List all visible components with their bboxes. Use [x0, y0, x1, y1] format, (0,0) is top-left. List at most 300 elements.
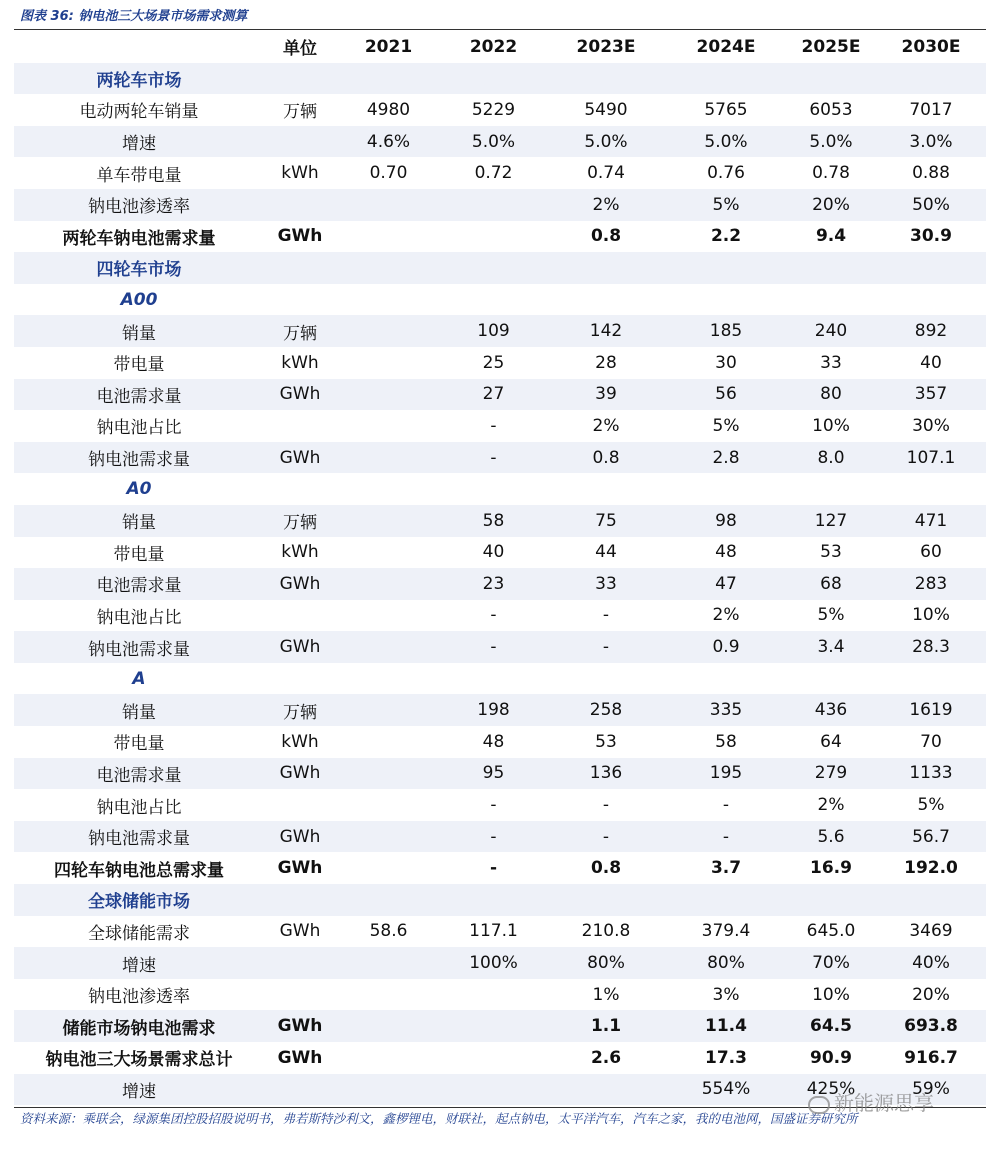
- row-value: 33: [820, 352, 842, 373]
- row-value: 2.2: [710, 226, 742, 247]
- row-value: 0.8: [546, 442, 666, 474]
- row-unit: [264, 979, 336, 1011]
- row-unit: [264, 600, 336, 632]
- row-label: 钠电池占比: [96, 797, 182, 818]
- row-value: [336, 726, 441, 758]
- row-value: 50%: [876, 189, 986, 221]
- table-row: [14, 947, 986, 979]
- row-value: 2%: [712, 605, 740, 626]
- row-value: 80: [786, 379, 876, 411]
- table-row: [14, 631, 986, 663]
- row-value: 0.72: [474, 163, 513, 184]
- row-label: 电动两轮车销量: [79, 102, 199, 123]
- row-unit: GWh: [264, 631, 336, 663]
- row-unit: [264, 789, 336, 821]
- row-label: 钠电池三大场景需求总计: [45, 1050, 233, 1071]
- row-value: [876, 473, 986, 505]
- row-value: 9.4: [815, 226, 847, 247]
- row-label: A: [132, 668, 146, 689]
- row-value: 6053: [809, 99, 853, 120]
- table-row: [14, 94, 986, 126]
- row-value: 40: [482, 542, 505, 563]
- row-value: 5%: [817, 605, 845, 626]
- row-label: 钠电池渗透率: [88, 987, 190, 1008]
- row-value: [336, 221, 441, 253]
- table-row: [14, 315, 986, 347]
- row-value: [441, 979, 546, 1011]
- table-row: [14, 410, 986, 442]
- row-value: 60: [920, 542, 942, 563]
- row-value: 1619: [876, 694, 986, 726]
- row-value: 3.4: [786, 631, 876, 663]
- row-value: [786, 252, 876, 284]
- row-value: [666, 663, 786, 695]
- row-value: [546, 63, 666, 95]
- row-value: 4.6%: [336, 126, 441, 158]
- row-value: [336, 568, 441, 600]
- header-year-3: 2024E: [696, 36, 756, 57]
- row-label: 增速: [14, 1074, 264, 1106]
- row-label: 钠电池占比: [96, 607, 182, 628]
- row-value: [336, 600, 441, 632]
- header-year-2: 2023E: [576, 36, 636, 57]
- watermark-text: 新能源思享: [834, 1091, 934, 1115]
- row-value: 2%: [592, 415, 620, 436]
- row-value: -: [722, 795, 730, 816]
- row-value: 7017: [909, 99, 953, 120]
- row-value: 3.7: [710, 858, 742, 879]
- row-value: -: [546, 631, 666, 663]
- section-row: [14, 252, 986, 284]
- row-unit: GWh: [264, 758, 336, 790]
- subsection-row: [14, 663, 986, 695]
- row-label: 全球储能市场: [14, 884, 264, 916]
- row-value: [336, 821, 441, 853]
- row-label: 带电量: [113, 355, 165, 376]
- row-unit: GWh: [264, 821, 336, 853]
- row-value: 64.5: [786, 1010, 876, 1042]
- row-value: 916.7: [904, 1047, 958, 1068]
- row-value: 0.70: [369, 163, 408, 184]
- row-label: 销量: [14, 694, 264, 726]
- row-value: [441, 189, 546, 221]
- header-year-4: 2025E: [801, 36, 861, 57]
- table-row: [14, 126, 986, 158]
- row-value: [441, 63, 546, 95]
- section-row: [14, 884, 986, 916]
- row-value: 40%: [876, 947, 986, 979]
- row-value: 17.3: [705, 1047, 747, 1068]
- row-value: [336, 252, 441, 284]
- table-row: [14, 852, 986, 884]
- row-value: [336, 505, 441, 537]
- row-value: 0.8: [590, 226, 622, 247]
- table-row: [14, 379, 986, 411]
- row-value: [441, 1010, 546, 1042]
- row-value: [441, 1042, 546, 1074]
- row-value: [876, 663, 986, 695]
- row-value: 80%: [546, 947, 666, 979]
- header-year-5: 2030E: [901, 36, 961, 57]
- row-value: [666, 252, 786, 284]
- row-value: 11.4: [666, 1010, 786, 1042]
- table-row: [14, 726, 986, 758]
- row-label: 储能市场钠电池需求: [14, 1010, 264, 1042]
- row-unit: [264, 189, 336, 221]
- row-value: [336, 473, 441, 505]
- row-value: 0.74: [587, 163, 625, 184]
- row-label: 带电量: [113, 734, 165, 755]
- row-value: 379.4: [701, 921, 751, 942]
- table-row: [14, 916, 986, 948]
- top-rule: [14, 29, 986, 30]
- row-unit: GWh: [277, 1047, 323, 1068]
- row-value: [546, 1074, 666, 1106]
- row-value: 30: [715, 352, 737, 373]
- row-value: 5.0%: [441, 126, 546, 158]
- table-row: [14, 1042, 986, 1074]
- row-value: [336, 347, 441, 379]
- row-value: 59%: [876, 1074, 986, 1106]
- row-unit: GWh: [264, 1010, 336, 1042]
- row-value: 554%: [666, 1074, 786, 1106]
- row-value: 16.9: [810, 858, 852, 879]
- row-value: 279: [786, 758, 876, 790]
- row-value: [546, 663, 666, 695]
- row-value: [336, 631, 441, 663]
- row-value: [441, 221, 546, 253]
- header-row: [14, 31, 986, 63]
- row-value: [336, 884, 441, 916]
- row-value: 117.1: [469, 921, 518, 942]
- demand-table: [14, 31, 986, 1105]
- table-row: [14, 758, 986, 790]
- subsection-row: [14, 284, 986, 316]
- table-row: [14, 600, 986, 632]
- table-row: [14, 694, 986, 726]
- header-unit: 单位: [283, 39, 317, 60]
- row-value: 2.6: [590, 1047, 622, 1068]
- row-unit: kWh: [281, 163, 319, 184]
- row-value: [546, 473, 666, 505]
- row-value: [336, 442, 441, 474]
- row-label: 销量: [14, 505, 264, 537]
- row-unit: [264, 284, 336, 316]
- row-label: 钠电池需求量: [14, 442, 264, 474]
- row-unit: GWh: [264, 379, 336, 411]
- row-value: 357: [876, 379, 986, 411]
- row-label: 两轮车市场: [14, 63, 264, 95]
- row-value: [336, 1074, 441, 1106]
- table-row: [14, 568, 986, 600]
- row-value: 10%: [812, 415, 850, 436]
- row-label: 钠电池需求量: [14, 821, 264, 853]
- row-label: 增速: [14, 126, 264, 158]
- table-row: [14, 221, 986, 253]
- table-row: [14, 821, 986, 853]
- table-row: [14, 505, 986, 537]
- row-value: [441, 473, 546, 505]
- row-label: A00: [120, 289, 158, 310]
- row-value: [336, 315, 441, 347]
- row-value: 240: [786, 315, 876, 347]
- subsection-row: [14, 473, 986, 505]
- row-label: 电池需求量: [14, 758, 264, 790]
- row-value: 0.8: [590, 858, 622, 879]
- row-value: 192.0: [904, 858, 958, 879]
- row-value: 2%: [546, 189, 666, 221]
- row-value: 75: [546, 505, 666, 537]
- row-value: -: [490, 415, 497, 436]
- row-value: [546, 884, 666, 916]
- row-value: [876, 284, 986, 316]
- row-unit: 万辆: [283, 102, 317, 123]
- row-value: 58: [715, 731, 737, 752]
- row-value: 3.0%: [876, 126, 986, 158]
- row-unit: [264, 410, 336, 442]
- row-value: [336, 537, 441, 569]
- row-label: A0: [126, 479, 152, 500]
- table-row: [14, 789, 986, 821]
- row-label: 钠电池渗透率: [14, 189, 264, 221]
- row-value: 3469: [909, 921, 953, 942]
- header-year-1: 2022: [469, 36, 518, 57]
- row-value: 56: [666, 379, 786, 411]
- row-value: 64: [820, 731, 842, 752]
- row-value: 258: [546, 694, 666, 726]
- row-label: 两轮车钠电池需求量: [62, 228, 216, 249]
- row-value: 1.1: [546, 1010, 666, 1042]
- row-label: 单车带电量: [96, 165, 182, 186]
- table-row: [14, 979, 986, 1011]
- row-label: 销量: [14, 315, 264, 347]
- row-value: [546, 284, 666, 316]
- row-value: [336, 694, 441, 726]
- row-value: [441, 884, 546, 916]
- row-value: 136: [546, 758, 666, 790]
- row-value: 10%: [912, 605, 950, 626]
- row-value: 5%: [666, 189, 786, 221]
- row-unit: [264, 947, 336, 979]
- row-value: 2%: [817, 795, 845, 816]
- row-value: [786, 663, 876, 695]
- row-value: 40: [920, 352, 942, 373]
- row-value: [666, 63, 786, 95]
- row-value: [666, 473, 786, 505]
- row-value: [441, 284, 546, 316]
- row-value: [666, 884, 786, 916]
- table-row: [14, 347, 986, 379]
- row-value: 645.0: [806, 921, 856, 942]
- row-value: [441, 252, 546, 284]
- row-value: 4980: [366, 99, 411, 120]
- row-value: 5%: [917, 795, 945, 816]
- row-value: 30.9: [910, 226, 952, 247]
- row-value: [336, 379, 441, 411]
- row-unit: [264, 663, 336, 695]
- row-value: 195: [666, 758, 786, 790]
- row-value: 44: [595, 542, 617, 563]
- row-value: -: [602, 795, 610, 816]
- row-label: 四轮车钠电池总需求量: [54, 860, 224, 881]
- row-value: 0.78: [812, 163, 850, 184]
- table-caption: 图表 36: 钠电池三大场景市场需求测算: [20, 9, 248, 24]
- row-value: 107.1: [876, 442, 986, 474]
- row-unit: GWh: [277, 226, 323, 247]
- row-value: 28: [595, 352, 617, 373]
- row-value: -: [489, 858, 498, 879]
- row-value: 210.8: [581, 921, 631, 942]
- row-value: [786, 63, 876, 95]
- row-label: 钠电池需求量: [14, 631, 264, 663]
- row-unit: GWh: [264, 442, 336, 474]
- row-unit: GWh: [277, 858, 323, 879]
- row-value: [336, 789, 441, 821]
- row-value: 100%: [441, 947, 546, 979]
- row-value: 892: [876, 315, 986, 347]
- row-value: 693.8: [876, 1010, 986, 1042]
- header-label-cell: [14, 31, 264, 63]
- row-value: [336, 1042, 441, 1074]
- section-row: [14, 63, 986, 95]
- row-value: 283: [876, 568, 986, 600]
- row-value: [786, 473, 876, 505]
- row-value: 48: [482, 731, 505, 752]
- row-label: 电池需求量: [14, 568, 264, 600]
- row-value: -: [441, 631, 546, 663]
- row-value: 5765: [704, 99, 748, 120]
- row-value: 5.6: [786, 821, 876, 853]
- row-value: 5229: [471, 99, 516, 120]
- row-value: [441, 663, 546, 695]
- row-value: [441, 1074, 546, 1106]
- row-value: [876, 884, 986, 916]
- row-value: 33: [546, 568, 666, 600]
- row-unit: 万辆: [264, 505, 336, 537]
- row-value: [876, 63, 986, 95]
- row-unit: 万辆: [264, 315, 336, 347]
- row-value: 20%: [912, 984, 950, 1005]
- row-value: 53: [820, 542, 842, 563]
- row-value: 425%: [786, 1074, 876, 1106]
- row-label: 全球储能需求: [88, 923, 190, 944]
- row-value: 48: [715, 542, 737, 563]
- table-row: [14, 442, 986, 474]
- table-row: [14, 189, 986, 221]
- row-value: 70: [920, 731, 942, 752]
- row-value: 23: [441, 568, 546, 600]
- row-value: [786, 884, 876, 916]
- table-row: [14, 157, 986, 189]
- row-value: 8.0: [786, 442, 876, 474]
- row-value: 56.7: [876, 821, 986, 853]
- row-unit: [264, 252, 336, 284]
- row-value: 5490: [584, 99, 628, 120]
- row-label: 钠电池占比: [96, 418, 182, 439]
- row-value: 2.8: [666, 442, 786, 474]
- row-value: 27: [441, 379, 546, 411]
- row-unit: kWh: [281, 731, 319, 752]
- row-value: -: [441, 442, 546, 474]
- row-value: -: [490, 795, 497, 816]
- row-value: [336, 852, 441, 884]
- row-value: 25: [482, 352, 505, 373]
- row-label: 电池需求量: [14, 379, 264, 411]
- row-value: [546, 252, 666, 284]
- row-value: [876, 252, 986, 284]
- row-value: 10%: [812, 984, 850, 1005]
- row-unit: GWh: [279, 921, 321, 942]
- row-value: 47: [666, 568, 786, 600]
- table-row: [14, 1010, 986, 1042]
- row-value: [336, 284, 441, 316]
- row-value: 58.6: [369, 921, 408, 942]
- row-value: 1%: [592, 984, 620, 1005]
- row-value: 30%: [912, 415, 950, 436]
- row-value: 5.0%: [786, 126, 876, 158]
- row-unit: [264, 1074, 336, 1106]
- row-value: 70%: [786, 947, 876, 979]
- row-unit: [264, 884, 336, 916]
- row-value: 53: [595, 731, 617, 752]
- row-label: 四轮车市场: [14, 252, 264, 284]
- row-unit: [264, 63, 336, 95]
- header-year-0: 2021: [364, 36, 413, 57]
- row-value: 39: [546, 379, 666, 411]
- row-value: 90.9: [810, 1047, 852, 1068]
- row-value: -: [490, 605, 497, 626]
- row-value: 0.76: [707, 163, 745, 184]
- row-value: [336, 663, 441, 695]
- row-unit: 万辆: [264, 694, 336, 726]
- wechat-icon: [808, 1096, 830, 1114]
- row-value: 5%: [712, 415, 740, 436]
- row-unit: kWh: [281, 542, 319, 563]
- table-row: [14, 537, 986, 569]
- row-value: 471: [876, 505, 986, 537]
- row-unit: [264, 126, 336, 158]
- row-value: 98: [666, 505, 786, 537]
- row-value: 109: [441, 315, 546, 347]
- row-value: 5.0%: [666, 126, 786, 158]
- row-value: [336, 410, 441, 442]
- row-value: -: [441, 821, 546, 853]
- row-value: 0.88: [912, 163, 950, 184]
- row-value: 28.3: [876, 631, 986, 663]
- row-value: [336, 947, 441, 979]
- row-value: 127: [786, 505, 876, 537]
- row-value: 68: [786, 568, 876, 600]
- row-value: [666, 284, 786, 316]
- row-value: -: [602, 605, 610, 626]
- row-label: 带电量: [113, 544, 165, 565]
- row-value: -: [666, 821, 786, 853]
- row-label: 增速: [14, 947, 264, 979]
- row-value: [786, 284, 876, 316]
- row-value: [336, 63, 441, 95]
- row-value: 5.0%: [546, 126, 666, 158]
- row-value: 198: [441, 694, 546, 726]
- row-value: 95: [441, 758, 546, 790]
- row-value: 80%: [666, 947, 786, 979]
- row-value: 20%: [786, 189, 876, 221]
- row-value: 1133: [876, 758, 986, 790]
- row-value: 3%: [712, 984, 740, 1005]
- source-note: 资料来源：乘联会，绿源集团控股招股说明书，弗若斯特沙利文，鑫椤锂电，财联社，起点钠电，太平洋汽车，汽车之家，我的电池网，国盛证券研究所: [20, 1111, 858, 1126]
- row-value: [336, 1010, 441, 1042]
- row-unit: kWh: [281, 352, 319, 373]
- row-value: 185: [666, 315, 786, 347]
